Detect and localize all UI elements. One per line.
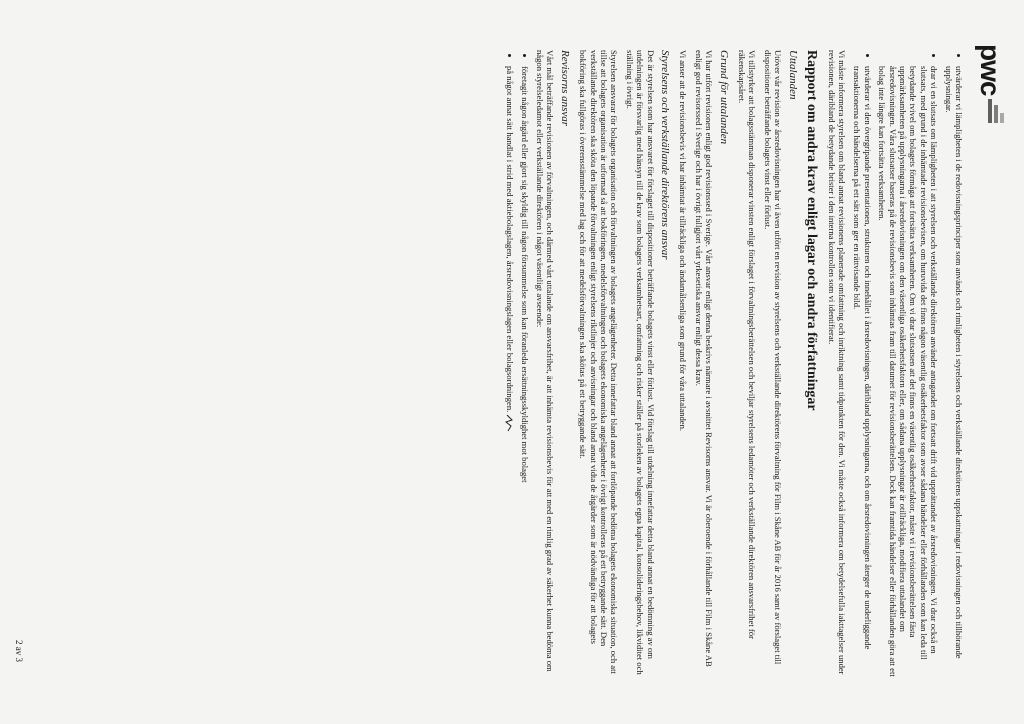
page-number: 2 av 3 xyxy=(14,640,25,662)
list-item-text: på något annat sätt handlat i strid med aktiebolagslagen, årsredovisningslagen eller bolagsordningen. xyxy=(505,66,516,413)
pwc-logo xyxy=(976,44,1004,123)
list-item: • drar vi en slutsats om lämpligheten i att styrelsen och verkställande direktören använder antagandet om fortsatt drift vid upprättandet av årsredovisningen. Vi drar också en slutsats, med grund i de inhämtade revisionsbevisen, om huruvida det finns någon väsentlig osäkerhetsfaktor som avser sådana händelser eller förhållanden som kan leda till betydande tvivel om bolagets förmåga att fortsätta verksamheten. Om vi drar slutsatsen att det finns en väsentlig osäkerhetsfaktor, måste vi i revisionsberättelsen fästa uppmärksamheten på upplysningarna i årsredovisningen om den väsentliga osäkerhetsfaktorn eller, om sådana upplysningar är otillräckliga, modifiera uttalandet om årsredovisningen. Våra slutsatser baseras på de revisionsbevis som inhämtas fram till datumet för revisionsberättelsen. Dock kan framtida händelser eller förhållanden göra att ett bolag inte längre kan fortsätta verksamheten. xyxy=(877,66,939,680)
page-content xyxy=(499,50,964,680)
heading-grund: Grund för uttalanden xyxy=(717,50,730,145)
paragraph-grund-2: Vi anser att de revisionsbevis vi har inhämtat är tillräckliga och ändamålsenliga som grund för våra uttalanden. xyxy=(678,50,689,432)
section-title: Rapport om andra krav enligt lagar och andra författningar xyxy=(804,50,820,411)
paragraph-uttalanden-2: Vi tillstyrker att bolagsstämman disponerar vinsten enligt förslaget i förvaltningsberättelsen och beviljar styrelsens ledamöter och verkställande direktören ansvarsfrihet för räkenskapsåret. xyxy=(737,50,758,639)
logo-text: pwc xyxy=(975,44,1006,96)
list-item: • företagit någon åtgärd eller gjort sig skyldig till någon försummelse som kan föranleda ersättningsskyldighet mot bolaget xyxy=(519,66,529,680)
heading-uttalanden: Uttalanden xyxy=(786,50,799,100)
list-item: • utvärderar vi lämpligheten i de redovisningsprinciper som används och rimligheten i styrelsens och verkställande direktörens uppskattningar i redovisningen och tillhörande upplysningar. xyxy=(943,66,964,680)
initials-signature-icon xyxy=(504,414,514,432)
heading-revisorns-ansvar: Revisorns ansvar xyxy=(558,50,571,127)
paragraph-uttalanden-1: Utöver vår revision av årsredovisningen har vi även utfört en revision av styrelsens och verkställande direktörens förvaltning för Film i Skåne AB för år 2016 samt av förslaget till dispositioner beträffande bolagets vinst eller förlust. xyxy=(762,50,784,665)
paragraph-styrelsen-1: Det är styrelsen som har ansvaret för förslaget till dispositioner beträffande bolagets vinst eller förlust. Vid förslag till utdelning innefattar detta bland annat en bedömning av om utdelningen är försvarlig med hänsyn till de krav som bolagets verksamhetsart, omfattning och risker ställer på storleken av bolagets egna kapital, konsolideringsbehov, likviditet och ställning i övrigt. xyxy=(624,50,656,675)
paragraph-revisorns: Vårt mål beträffande revisionen av förvaltningen, och därmed vårt uttalande om ansvarsfrihet, är att inhämta revisionsbevis för att med en rimlig grad av säkerhet kunna bedöma om någon styrelseledamot eller verkställande direktören i något väsentligt avseende: xyxy=(535,50,556,672)
paragraph-grund-1: Vi har utfört revisionen enligt god revisionssed i Sverige. Vårt ansvar enligt denna beskrivs närmare i avsnittet Revisorns ansvar. Vi är oberoende i förhållande till Film i Skåne AB enligt god revisorssed i Sverige och har i övrigt fullgjort vårt yrkesetiska ansvar enligt dessa krav. xyxy=(693,50,715,667)
list-item xyxy=(504,66,515,680)
bullet-list-top xyxy=(852,50,964,680)
list-item: • utvärderar vi den övergripande presentationen, strukturen och innehållet i årsredovisningen, däribland upplysningarna, och om årsredovisningen återger de underliggande transaktionerna och händelserna på ett sätt som ger en rättvisande bild. xyxy=(852,66,873,680)
paragraph-inform: Vi måste informera styrelsen om bland annat revisionens planerade omfattning och inriktning samt tidpunkten för den. Vi måste också informera om betydelsefulla iakttagelser under revisionen, däribland de betydande brister i den interna kontrollen som vi identifierat. xyxy=(826,50,847,675)
paragraph-styrelsen-2: Styrelsen ansvarar för bolagets organisation och förvaltningen av bolagets angelägenheter. Detta innefattar bland annat att fortlöpande bedöma bolagets ekonomiska situation, och att tillse att bolagets organisation är utformad så att bokföringen, medelsförvaltningen och bolagets ekonomiska angelägenheter i övrigt kontrolleras på ett betryggande sätt. Den verkställande direktören ska sköta den löpande förvaltningen enligt styrelsens riktlinjer och anvisningar och bland annat vidta de åtgärder som är nödvändiga för att bolagets bokföring ska fullgöras i överensstämmelse med lag och för att medelsförvaltningen ska skötas på ett betryggande sätt. xyxy=(578,50,620,674)
heading-styrelsens-ansvar: Styrelsens och verkställande direktörens ansvar xyxy=(659,50,672,260)
bullet-list-bottom xyxy=(504,50,529,680)
logo-blocks-icon xyxy=(988,99,1004,123)
